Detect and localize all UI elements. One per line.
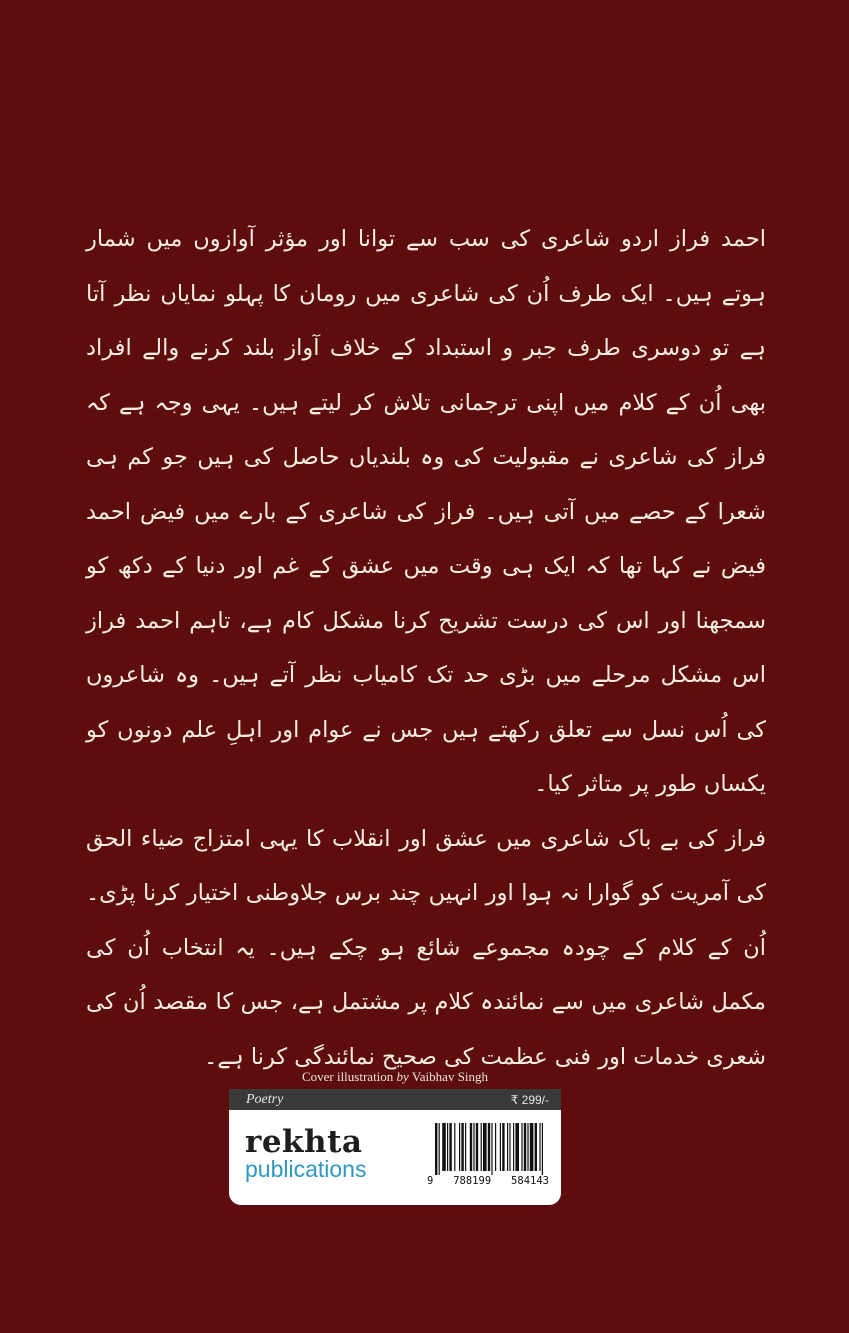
barcode-bar xyxy=(454,1123,455,1171)
barcode-bar xyxy=(435,1123,437,1175)
genre-price-bar xyxy=(229,1089,561,1110)
barcode-bar xyxy=(530,1123,534,1171)
barcode-bar xyxy=(476,1123,478,1171)
isbn-barcode xyxy=(427,1123,549,1195)
publisher-name-line1: rekhta xyxy=(245,1124,363,1160)
barcode-bar xyxy=(465,1123,466,1171)
barcode-bar xyxy=(527,1123,528,1171)
barcode-bar xyxy=(459,1123,460,1171)
publisher-name-line2: publications xyxy=(245,1156,367,1182)
barcode-bar xyxy=(461,1123,463,1171)
barcode-bar xyxy=(439,1123,440,1175)
illustration-credit xyxy=(229,1069,561,1085)
genre-label: Poetry xyxy=(246,1091,284,1107)
barcode-bar xyxy=(470,1123,472,1171)
barcode-bar xyxy=(535,1123,537,1171)
credit-prefix: Cover illustration xyxy=(301,1069,394,1084)
barcode-bar xyxy=(524,1123,526,1171)
blurb-paragraph-2: فراز کی بے باک شاعری میں عشق اور انقلاب کا یہی امتزاج ضیاء الحق کی آمریت کو گوارا نہ ہوا اور انہیں چند برس جلاوطنی اختیار کرنا پڑی۔ اُن کے کلام کے چودہ مجموعے شائع ہو چکے ہیں۔ یہ انتخاب اُن کی مکمل شاعری میں سے نمائندہ کلام پر مشتمل ہے، جس کا مقصد اُن کی شعری خدمات اور فنی عظمت کی صحیح نمائندگی کرنا ہے۔ xyxy=(86,825,766,1070)
barcode-bar xyxy=(500,1123,501,1171)
barcode-bar xyxy=(513,1123,514,1171)
barcode-bar xyxy=(488,1123,490,1171)
barcode-bar xyxy=(495,1123,496,1171)
barcode-bar xyxy=(491,1123,492,1175)
barcode-bar xyxy=(542,1123,543,1175)
barcode-bar xyxy=(502,1123,504,1171)
barcode-bar xyxy=(481,1123,482,1171)
barcode-bar xyxy=(442,1123,446,1171)
barcode-bar xyxy=(483,1123,487,1171)
barcode-bar xyxy=(515,1123,519,1171)
blurb-text xyxy=(86,212,766,1084)
barcode-bar xyxy=(507,1123,508,1171)
barcode-bar xyxy=(521,1123,522,1171)
isbn-digit-group-1: 788199 xyxy=(453,1175,492,1187)
isbn-digits xyxy=(427,1175,549,1187)
barcode-bar xyxy=(473,1123,474,1171)
credit-artist: Vaibhav Singh xyxy=(411,1069,489,1084)
isbn-digit-group-2: 584143 xyxy=(511,1175,549,1187)
barcode-bar xyxy=(449,1123,451,1171)
publisher-logo xyxy=(245,1125,425,1181)
blurb-paragraph-1: احمد فراز اردو شاعری کی سب سے توانا اور مؤثر آوازوں میں شمار ہوتے ہیں۔ ایک طرف اُن کی شاعری میں رومان کا پہلو نمایاں نظر آتا ہے تو دوسری طرف جبر و استبداد کے خلاف آواز بلند کرنے والے افراد بھی اُن کے کلام میں اپنی ترجمانی تلاش کر لیتے ہیں۔ یہی وجہ ہے کہ فراز کی شاعری نے مقبولیت کی وہ بلندیاں حاصل کی ہیں جو کم ہی شعرا کے حصے میں آتی ہیں۔ فراز کی شاعری کے بارے میں فیض احمد فیض نے کہا تھا کہ ایک ہی وقت میں عشق کے غم اور دنیا کے دکھ کو سمجھنا اور اس کی درست تشریح کرنا مشکل کام ہے، تاہم احمد فراز اس مشکل مرحلے میں بڑی حد تک کامیاب نظر آتے ہیں۔ وہ شاعروں کی اُس نسل سے تعلق رکھتے ہیں جس نے عوام اور اہلِ علم دونوں کو یکساں طور پر متاثر کیا۔ xyxy=(86,226,766,797)
isbn-digit-lead: 9 xyxy=(427,1175,434,1187)
barcode-bar xyxy=(447,1123,448,1171)
credit-by: by xyxy=(396,1069,409,1084)
barcode-icon xyxy=(427,1123,549,1175)
publisher-panel xyxy=(229,1089,561,1205)
barcode-bar xyxy=(509,1123,510,1171)
price-label: ₹ 299/- xyxy=(510,1092,549,1107)
barcode-bar xyxy=(539,1123,540,1171)
